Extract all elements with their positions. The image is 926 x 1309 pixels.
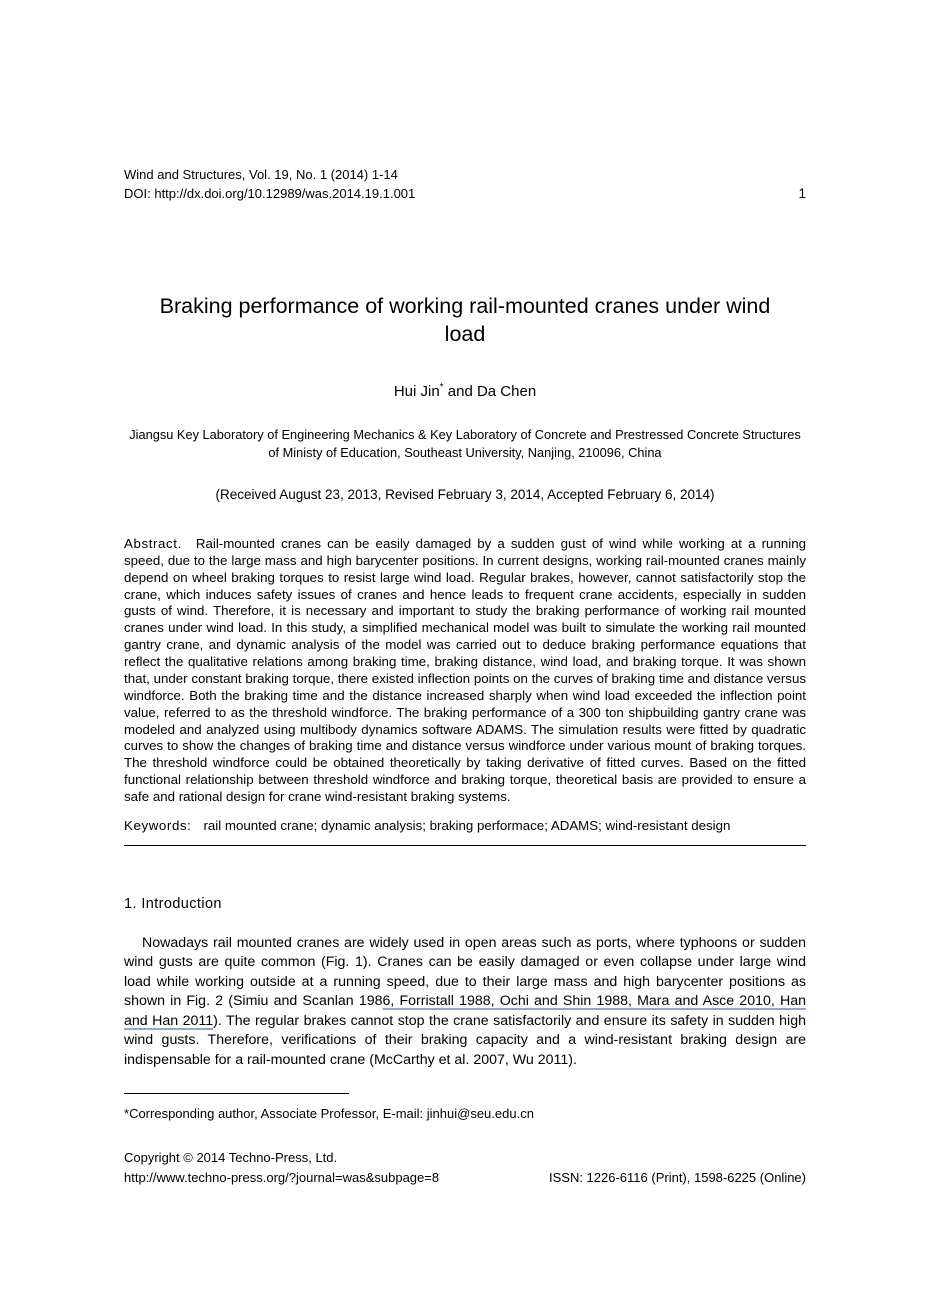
abstract-paragraph (124, 536, 806, 806)
intro-text-end: ). The regular brakes cannot stop the crane satisfactorily and ensure its safety in sudden high wind gusts. Therefore, verifications of their braking capacity and a wind-resistant braking design are indispensable for a rail-mounted crane (McCarthy et al. 2007, Wu 2011). (124, 1012, 806, 1068)
abstract-text: Rail-mounted cranes can be easily damaged by a sudden gust of wind while working at a running speed, due to the large mass and high barycenter positions. In current designs, working rail-mounted cranes mainly depend on wheel braking torques to resist large wind load. Regular brakes, however, cannot satisfactorily stop the crane, which induces safety issues of cranes and hence leads to frequent crane accidents, especially in sudden gusts of wind. Therefore, it is necessary and important to study the braking performance of working rail mounted cranes under wind load. In this study, a simplified mechanical model was built to simulate the working rail mounted gantry crane, and dynamic analysis of the model was carried out to deduce braking performance equations that reflect the qualitative relations among braking time, braking distance, wind load, and braking torque. It was shown that, under constant braking torque, there existed inflection points on the curves of braking time and distance versus windforce. Both the braking time and the distance increased sharply when wind load exceeded the inflection point value, referred to as the threshold windforce. The braking performance of a 300 ton shipbuilding gantry crane was modeled and analyzed using multibody dynamics software ADAMS. The simulation results were fitted by quadratic curves to show the changes of braking time and distance versus windforce under various mount of braking torques. The threshold windforce could be obtained theoretically by taking derivative of fitted curves. Based on the fitted functional relationship between threshold windforce and braking torque, theoretical basis are provided to ensure a safe and rational design for crane wind-resistant braking systems. (124, 535, 806, 805)
abstract-label: Abstract. (124, 535, 182, 551)
page-number: 1 (798, 186, 806, 202)
page-content (124, 166, 806, 1070)
citation-link[interactable]: 6, Forristall 1988, Ochi and Shin 1988, Mara and Asce 2010, Han and Han 2011 (124, 993, 806, 1029)
header-left (124, 166, 415, 204)
authors-line (124, 382, 806, 400)
introduction-paragraph (124, 934, 806, 1070)
affiliation: Jiangsu Key Laboratory of Engineering Mechanics & Key Laboratory of Concrete and Prestressed Concrete Structures of Ministy of Education, Southeast University, Nanjing, 210096, China (129, 427, 801, 460)
publisher-url: http://www.techno-press.org/?journal=was&subpage=8 (124, 1170, 440, 1186)
footnote-text: Corresponding author, Associate Professor, E-mail: jinhui@seu.edu.cn (129, 1106, 534, 1121)
received-dates: (Received August 23, 2013, Revised February 3, 2014, Accepted February 6, 2014) (215, 486, 715, 502)
section-heading-introduction: 1. Introduction (124, 895, 222, 912)
footer-row (124, 1168, 806, 1188)
footnote-text-line (124, 1106, 806, 1121)
running-header (124, 166, 806, 204)
author-first: Hui Jin (393, 383, 440, 401)
keywords-text: rail mounted crane; dynamic analysis; braking performace; ADAMS; wind-resistant design (203, 817, 731, 833)
keywords-line (124, 818, 806, 846)
copyright-line: Copyright © 2014 Techno-Press, Ltd. (124, 1150, 338, 1165)
issn-line: ISSN: 1226-6116 (Print), 1598-6225 (Online) (548, 1170, 806, 1186)
author-rest: and Da Chen (443, 383, 537, 401)
footnote-marker: * (124, 1106, 130, 1121)
paper-title: Braking performance of working rail-mounted cranes under wind load (159, 293, 771, 347)
intro-text-start: Nowadays rail mounted cranes are widely used in open areas such as ports, where typhoons or sudden wind gusts are quite common (Fig. 1). Cranes can be easily damaged or even collapse under large wind load while working outside at a running speed, due to their large mass and high barycenter positions as shown in Fig. 2 (Simiu and Scanlan 198 (124, 934, 806, 1010)
page-footer (124, 1148, 806, 1188)
doi-line: DOI: http://dx.doi.org/10.12989/was.2014.19.1.001 (124, 185, 416, 201)
footnote-separator (124, 1093, 349, 1094)
journal-citation: Wind and Structures, Vol. 19, No. 1 (2014) 1-14 (124, 167, 398, 182)
keywords-label: Keywords: (124, 817, 192, 833)
footnote-block (124, 1093, 806, 1121)
corresponding-author-marker: * (439, 382, 444, 394)
